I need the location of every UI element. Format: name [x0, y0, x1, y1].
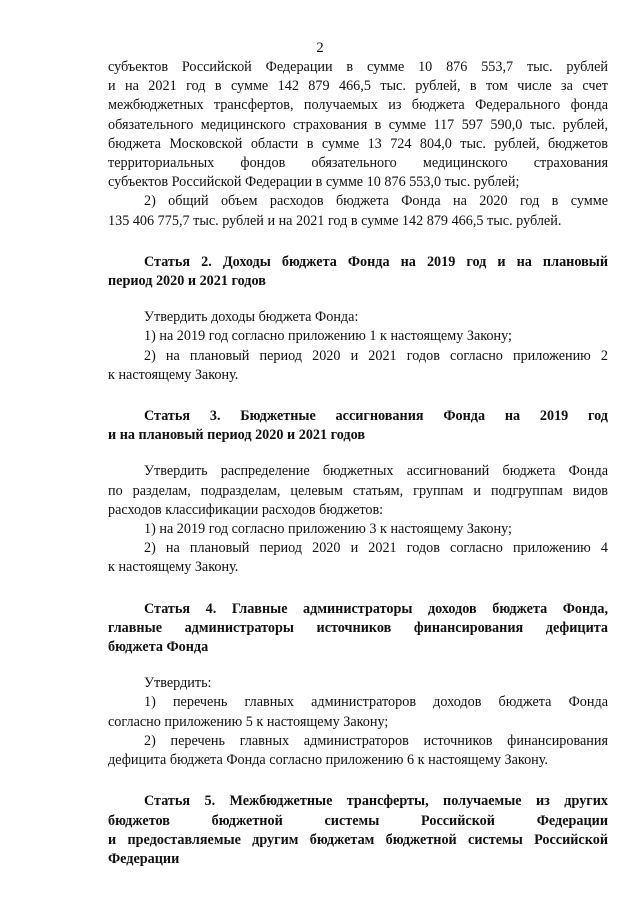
- article-3-item-2: [108, 539, 608, 577]
- intro-paragraph: [108, 58, 608, 192]
- text-line: межбюджетных трансфертов, получаемых из бюджета Федерального фонда: [108, 97, 608, 114]
- article-4-item-1: [108, 693, 608, 731]
- article-3-heading: [108, 407, 608, 445]
- text-line: 2) на плановый период 2020 и 2021 годов согласно приложению 2: [144, 347, 608, 364]
- heading-line: бюджетов бюджетной системы Российской Федерации: [108, 812, 608, 829]
- heading-line: и предоставляемые другим бюджетам бюджетной системы Российской: [108, 831, 608, 848]
- article-3-item-1: 1) на 2019 год согласно приложению 3 к настоящему Закону;: [144, 521, 512, 538]
- text-line: Утвердить распределение бюджетных ассигнований бюджета Фонда: [144, 463, 608, 480]
- article-4-heading: [108, 600, 608, 658]
- article-4-intro: Утвердить:: [144, 675, 212, 692]
- text-line: дефицита бюджета Фонда согласно приложению 6 к настоящему Закону.: [108, 752, 548, 769]
- heading-line: и на плановый период 2020 и 2021 годов: [108, 427, 366, 444]
- text-line: согласно приложению 5 к настоящему Закону;: [108, 713, 389, 730]
- text-line: расходов классификации расходов бюджетов:: [108, 501, 384, 518]
- text-line: территориальных фондов обязательного медицинского страхования: [108, 155, 608, 172]
- text-line: к настоящему Закону.: [108, 366, 239, 383]
- heading-line: Статья 5. Межбюджетные трансферты, получаемые из других: [144, 793, 608, 810]
- text-line: 2) перечень главных администраторов источников финансирования: [144, 732, 608, 749]
- text-line: субъектов Российской Федерации в сумме 10 876 553,0 тыс. рублей;: [108, 174, 520, 191]
- heading-line: период 2020 и 2021 годов: [108, 273, 266, 290]
- text-line: субъектов Российской Федерации в сумме 10 876 553,7 тыс. рублей: [108, 59, 608, 75]
- text-line: к настоящему Закону.: [108, 559, 239, 576]
- text-line: и на 2021 год в сумме 142 879 466,5 тыс. рублей, в том числе за счет: [108, 78, 608, 95]
- page-number: 2: [316, 40, 324, 56]
- heading-line: главные администраторы источников финансирования дефицита: [108, 619, 608, 636]
- article-2-heading: [108, 253, 608, 291]
- article-5-heading: [108, 792, 608, 869]
- text-line: 2) на плановый период 2020 и 2021 годов согласно приложению 4: [144, 540, 608, 557]
- document-body: [108, 58, 608, 869]
- text-line: по разделам, подразделам, целевым статьям, группам и подгруппам видов: [108, 482, 608, 499]
- heading-line: Статья 3. Бюджетные ассигнования Фонда на 2019 год: [144, 408, 608, 425]
- text-line: обязательного медицинского страхования в сумме 117 597 590,0 тыс. рублей,: [108, 116, 608, 133]
- heading-line: бюджета Фонда: [108, 639, 209, 656]
- article-3-intro: [108, 462, 608, 520]
- heading-line: Статья 4. Главные администраторы доходов бюджета Фонда,: [144, 600, 608, 617]
- heading-line: Федерации: [108, 850, 180, 867]
- heading-line: Статья 2. Доходы бюджета Фонда на 2019 год и на плановый: [144, 253, 608, 270]
- article-2-intro: Утвердить доходы бюджета Фонда:: [144, 309, 359, 326]
- item-2-paragraph: [108, 192, 608, 230]
- text-line: 135 406 775,7 тыс. рублей и на 2021 год в сумме 142 879 466,5 тыс. рублей.: [108, 212, 562, 229]
- article-4-item-2: [108, 732, 608, 770]
- article-2-item-2: [108, 347, 608, 385]
- text-line: 2) общий объем расходов бюджета Фонда на 2020 год в сумме: [144, 193, 608, 210]
- text-line: 1) перечень главных администраторов доходов бюджета Фонда: [144, 694, 608, 711]
- article-2-item-1: 1) на 2019 год согласно приложению 1 к настоящему Закону;: [144, 328, 512, 345]
- text-line: бюджета Московской области в сумме 13 724 804,0 тыс. рублей, бюджетов: [108, 135, 608, 152]
